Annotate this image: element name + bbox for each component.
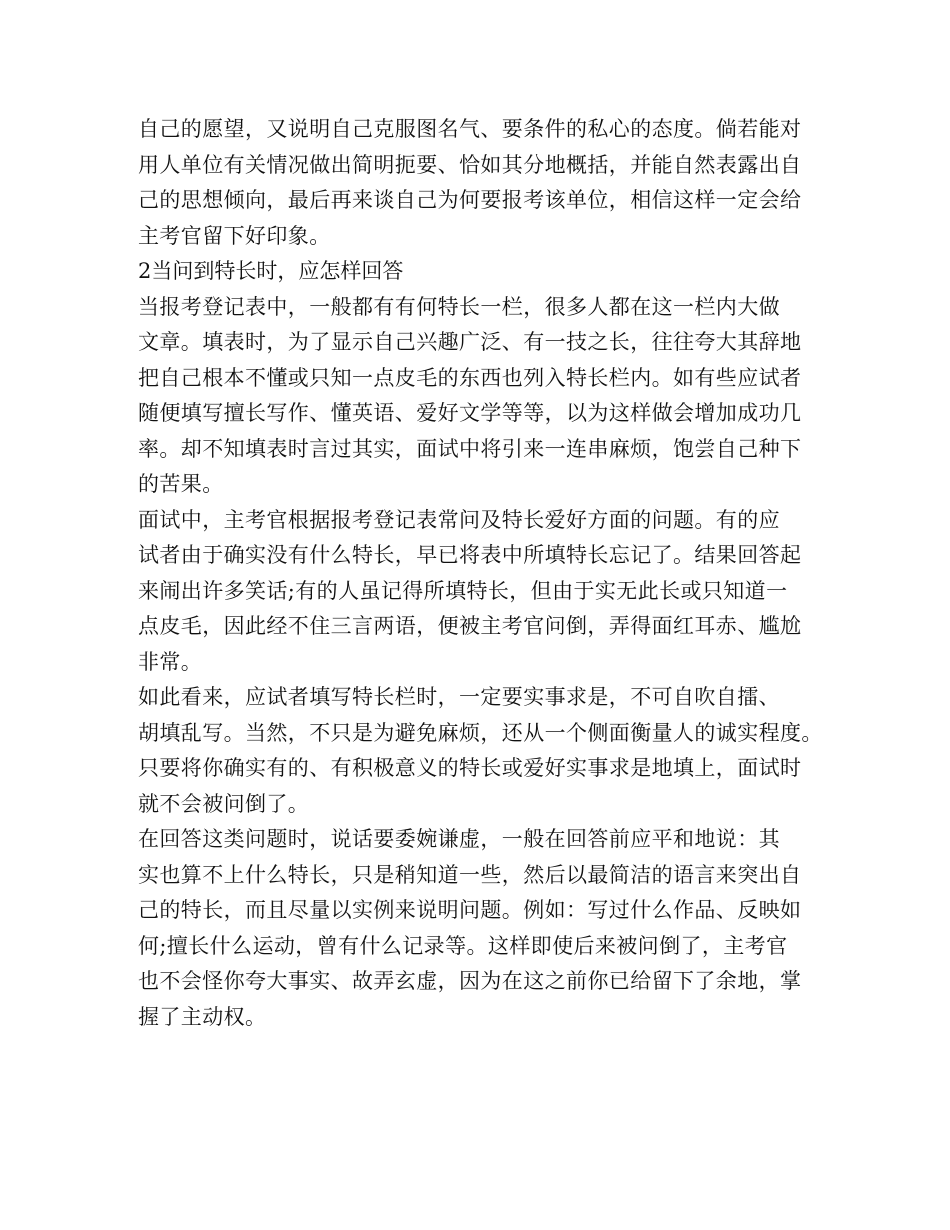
text-line: 当报考登记表中，一般都有有何特长一栏，很多人都在这一栏内大做 — [138, 294, 780, 319]
text-line: 点皮毛，因此经不住三言两语，便被主考官问倒，弄得面红耳赤、尴尬 — [138, 614, 802, 638]
text-line: 也不会怪你夸大事实、故弄玄虚，因为在这之前你已给留下了余地，掌 — [138, 969, 802, 993]
text-line: 在回答这类问题时，说话要委婉谦虚，一般在回答前应平和地说：其 — [138, 827, 780, 851]
text-line: 只要将你确实有的、有积极意义的特长或爱好实事求是地填上，面试时 — [138, 756, 802, 780]
text-line: 握了主动权。 — [138, 1004, 267, 1029]
text-line: 的苦果。 — [138, 472, 224, 496]
text-line: 面试中，主考官根据报考登记表常问及特长爱好方面的问题。有的应 — [138, 507, 780, 532]
text-line: 自己的愿望，又说明自己克服图名气、要条件的私心的态度。倘若能对 — [138, 117, 802, 141]
text-line: 试者由于确实没有什么特长，早已将表中所填特长忘记了。结果回答起 — [138, 543, 802, 567]
text-line: 用人单位有关情况做出简明扼要、恰如其分地概括，并能自然表露出自 — [138, 152, 802, 177]
section-heading: 2当问到特长时，应怎样回答 — [138, 259, 404, 283]
text-line: 如此看来，应试者填写特长栏时，一定要实事求是，不可自吹自擂、 — [138, 685, 780, 709]
text-line: 己的特长，而且尽量以实例来说明问题。例如：写过什么作品、反映如 — [138, 898, 802, 922]
text-line: 何;擅长什么运动，曾有什么记录等。这样即使后来被问倒了，主考官 — [138, 933, 788, 958]
text-line: 己的思想倾向，最后再来谈自己为何要报考该单位，相信这样一定会给 — [138, 188, 802, 212]
document-body — [138, 112, 838, 1035]
text-line: 主考官留下好印象。 — [138, 223, 331, 248]
text-line: 文章。填表时，为了显示自己兴趣广泛、有一技之长，往往夸大其辞地 — [138, 330, 802, 354]
text-line: 随便填写擅长写作、懂英语、爱好文学等等，以为这样做会增加成功几 — [138, 401, 802, 425]
text-line: 非常。 — [138, 649, 203, 674]
text-line: 胡填乱写。当然，不只是为避免麻烦，还从一个侧面衡量人的诚实程度。 — [138, 720, 823, 745]
text-line: 来闹出许多笑话;有的人虽记得所填特长，但由于实无此长或只知道一 — [138, 578, 788, 603]
text-line: 就不会被问倒了。 — [138, 791, 310, 816]
text-line: 率。却不知填表时言过其实，面试中将引来一连串麻烦，饱尝自己种下 — [138, 436, 802, 461]
text-line: 实也算不上什么特长，只是稍知道一些，然后以最简洁的语言来突出自 — [138, 862, 802, 887]
text-line: 把自己根本不懂或只知一点皮毛的东西也列入特长栏内。如有些应试者 — [138, 365, 802, 390]
